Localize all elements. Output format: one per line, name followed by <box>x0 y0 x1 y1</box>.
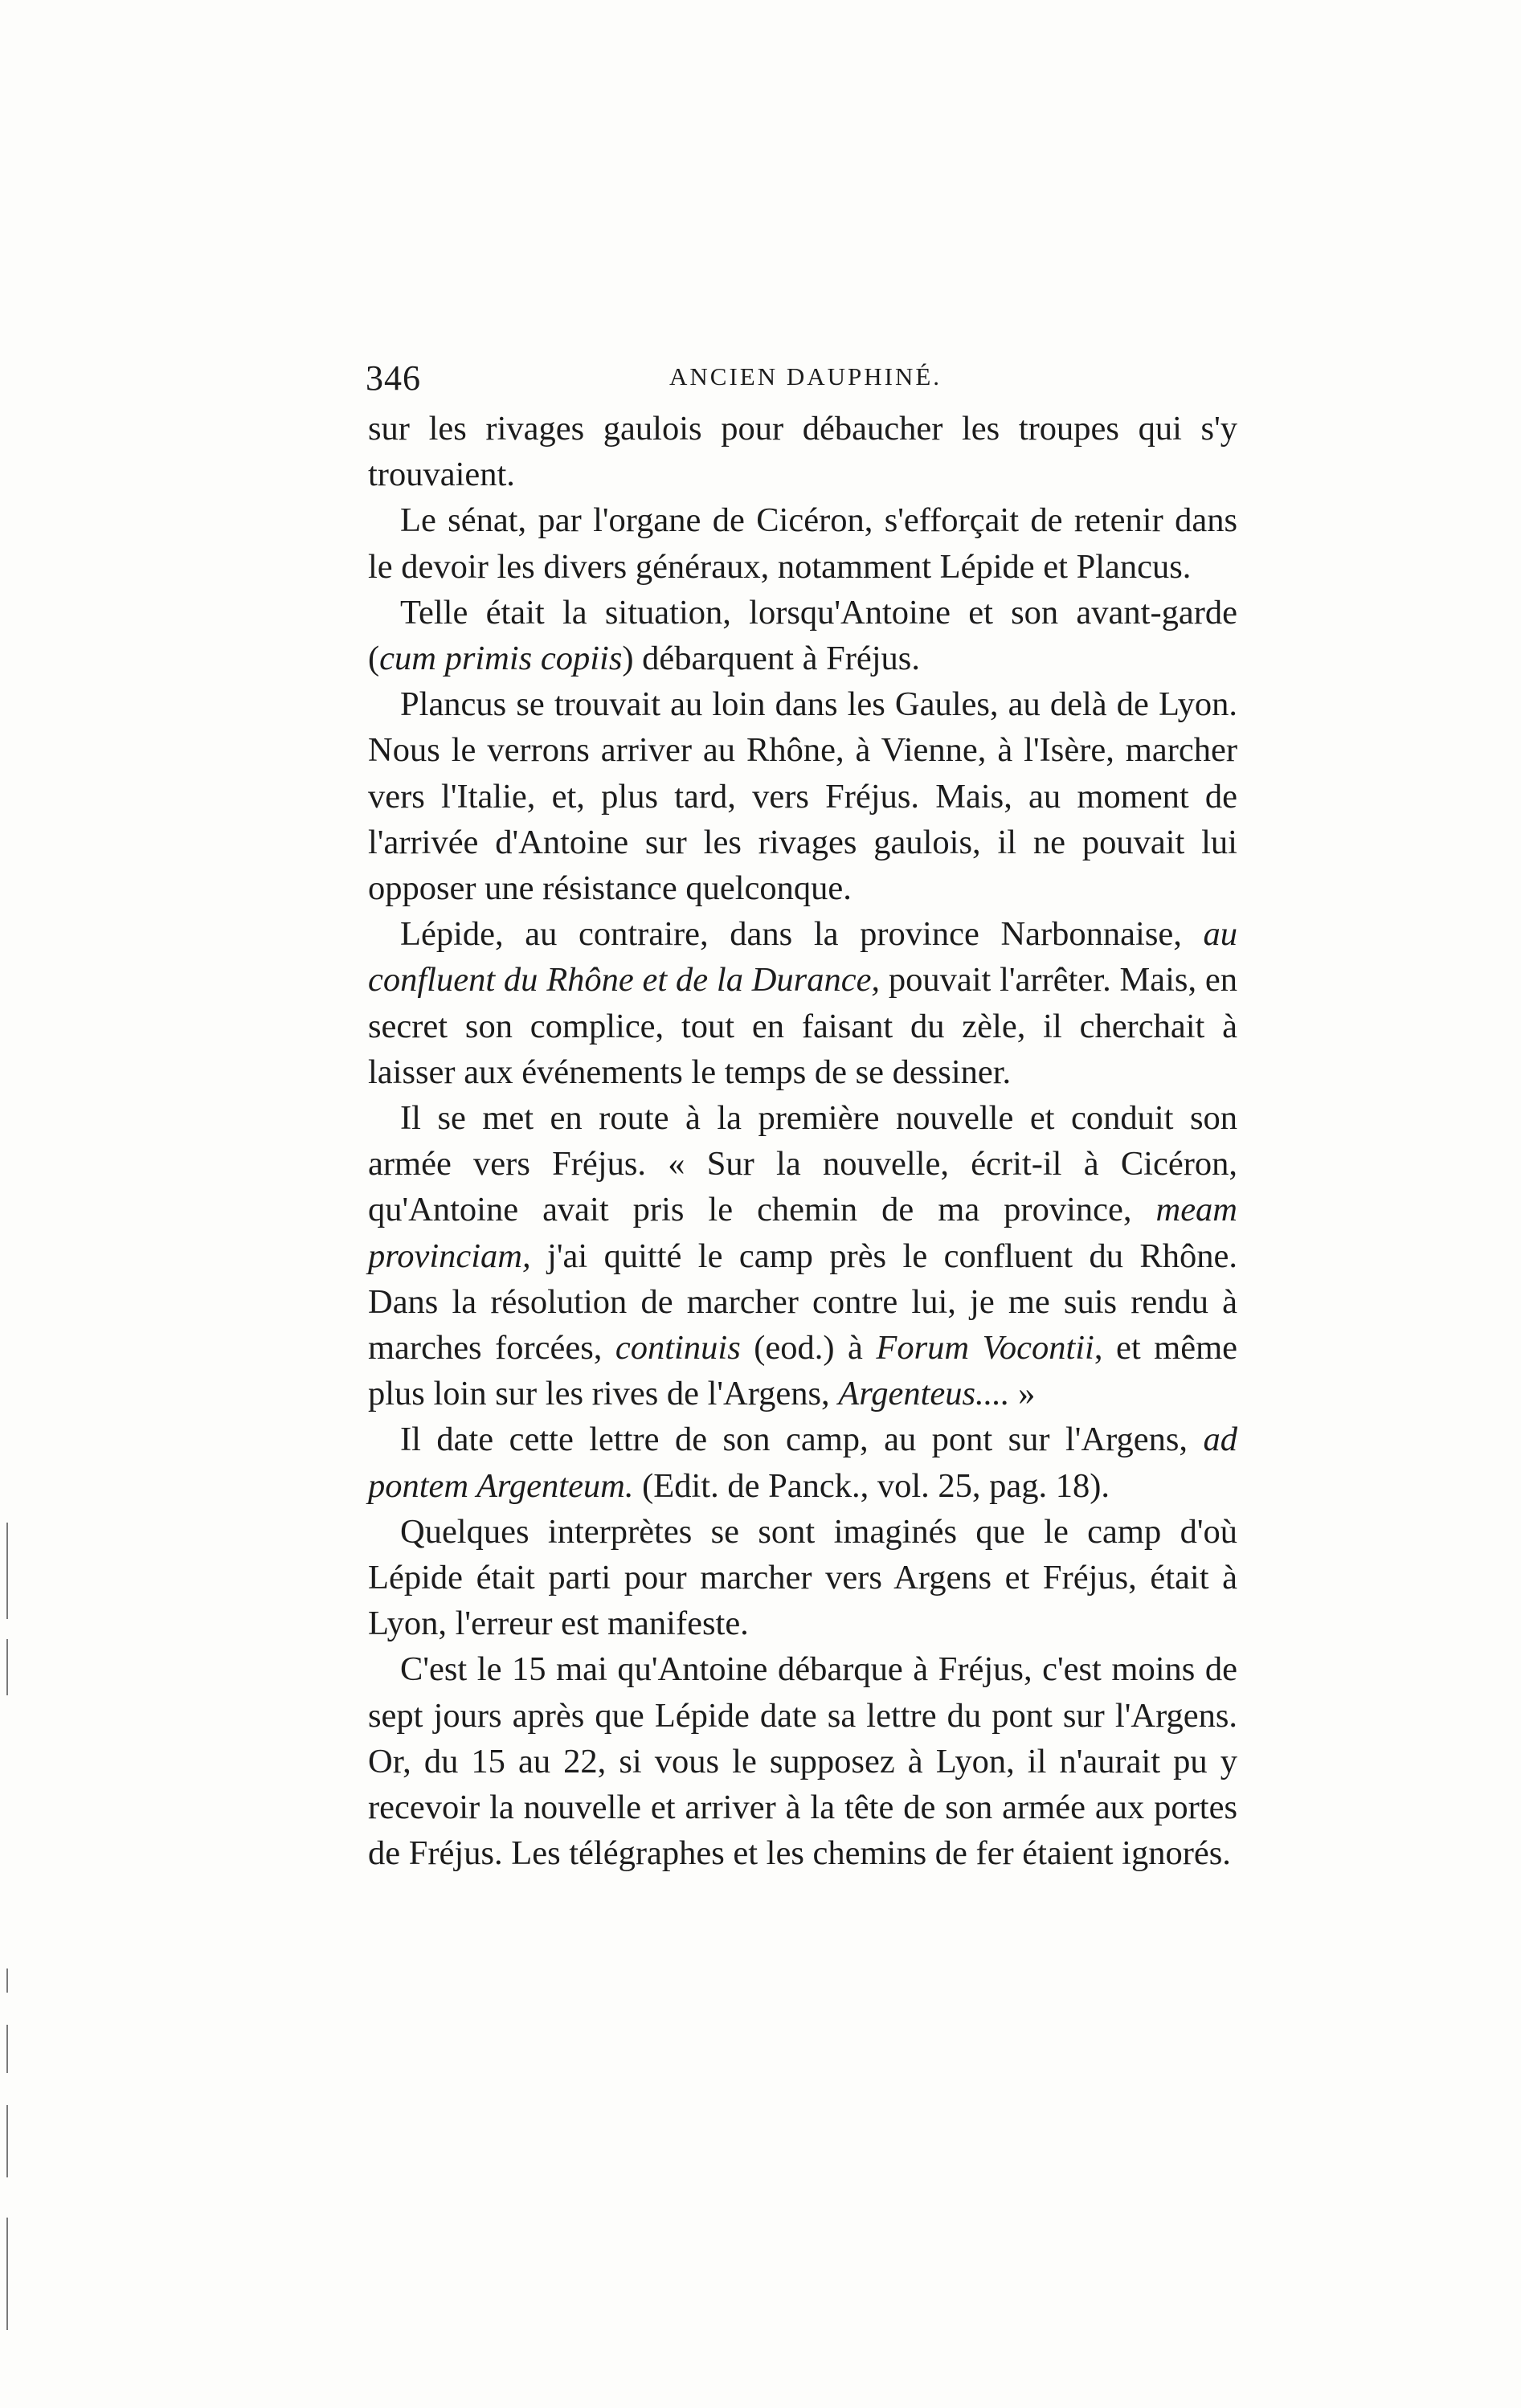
text-run: (eod.) à <box>740 1329 877 1368</box>
paragraph <box>368 497 1237 589</box>
paragraph <box>368 1646 1237 1876</box>
scan-artifact <box>6 2218 8 2330</box>
italic-text: meam provinciam, <box>368 1191 1237 1275</box>
text-run: Quelques interprètes se sont imaginés que le camp d'où Lépide était parti pour marcher vers Argens et Fréjus, était à Lyon, l'erreur est manifeste. <box>368 1512 1237 1643</box>
scan-artifact <box>6 2105 8 2177</box>
italic-text: cum primis copiis <box>379 640 623 678</box>
paragraph <box>368 1509 1237 1647</box>
text-run: j'ai quitté le camp près le confluent du Rhône. Dans la résolution de marcher contre lui, je me suis rendu à marches forcées, <box>368 1237 1237 1368</box>
text-run: Telle était la situation, lorsqu'Antoine et son avant-garde ( <box>368 593 1237 678</box>
text-run: Plancus se trouvait au loin dans les Gaules, au delà de Lyon. Nous le verrons arriver au Rhône, à Vienne, à l'Isère, marcher vers l'Italie, et, plus tard, vers Fréjus. Mais, au moment de l'arrivée d'Antoine sur les rivages gaulois, il ne pouvait lui opposer une résistance quelconque. <box>368 685 1237 908</box>
text-run: Le sénat, par l'organe de Cicéron, s'efforçait de retenir dans le devoir les divers généraux, notamment Lépide et Plancus. <box>368 501 1237 586</box>
italic-text: Forum Vocontii <box>876 1329 1094 1368</box>
text-run: Il se met en route à la première nouvelle et conduit son armée vers Fréjus. « Sur la nouvelle, écrit-il à Cicéron, qu'Antoine avait pris le chemin de ma province, <box>368 1099 1237 1229</box>
paragraph <box>368 406 1237 497</box>
italic-text: au confluent du Rhône et de la Durance, <box>368 915 1237 1000</box>
text-run: pouvait l'arrêter. Mais, en secret son complice, tout en faisant du zèle, il cherchait à laisser aux événements le temps de se dessiner. <box>368 961 1237 1091</box>
text-run: (Edit. de Panck., vol. 25, pag. 18). <box>633 1466 1110 1505</box>
scan-artifact <box>6 1969 8 1993</box>
paragraph <box>368 681 1237 911</box>
scan-artifact <box>6 1639 8 1695</box>
text-run: Lépide, au contraire, dans la province Narbonnaise, <box>400 915 1204 954</box>
text-run: sur les rivages gaulois pour débaucher les troupes qui s'y trouvaient. <box>368 410 1237 494</box>
italic-text: ad pontem Argenteum. <box>368 1421 1237 1505</box>
body-text <box>368 406 1237 1877</box>
paragraph <box>368 911 1237 1095</box>
scan-artifact <box>6 2025 8 2073</box>
running-head: ANCIEN DAUPHINÉ. <box>669 362 942 390</box>
italic-text: continuis <box>615 1329 741 1368</box>
paragraph <box>368 590 1237 681</box>
page-number: 346 <box>366 358 421 398</box>
scan-artifact <box>6 1523 8 1619</box>
text-run: Il date cette lettre de son camp, au pont sur l'Argens, <box>400 1421 1204 1459</box>
text-run: » <box>1009 1375 1036 1413</box>
page-header <box>366 358 1233 396</box>
paragraph <box>368 1417 1237 1508</box>
paragraph <box>368 1095 1237 1417</box>
italic-text: Argenteus.... <box>838 1375 1010 1413</box>
text-run: ) débarquent à Fréjus. <box>622 640 920 678</box>
text-run: , et même plus loin sur les rives de l'Argens, <box>368 1329 1238 1413</box>
text-run: C'est le 15 mai qu'Antoine débarque à Fréjus, c'est moins de sept jours après que Lépide date sa lettre du pont sur l'Argens. Or, du 15 au 22, si vous le supposez à Lyon, il n'aurait pu y recevoir la nouvelle et arriver à la tête de son armée aux portes de Fréjus. Les télégraphes et les chemins de fer étaient ignorés. <box>368 1650 1237 1873</box>
